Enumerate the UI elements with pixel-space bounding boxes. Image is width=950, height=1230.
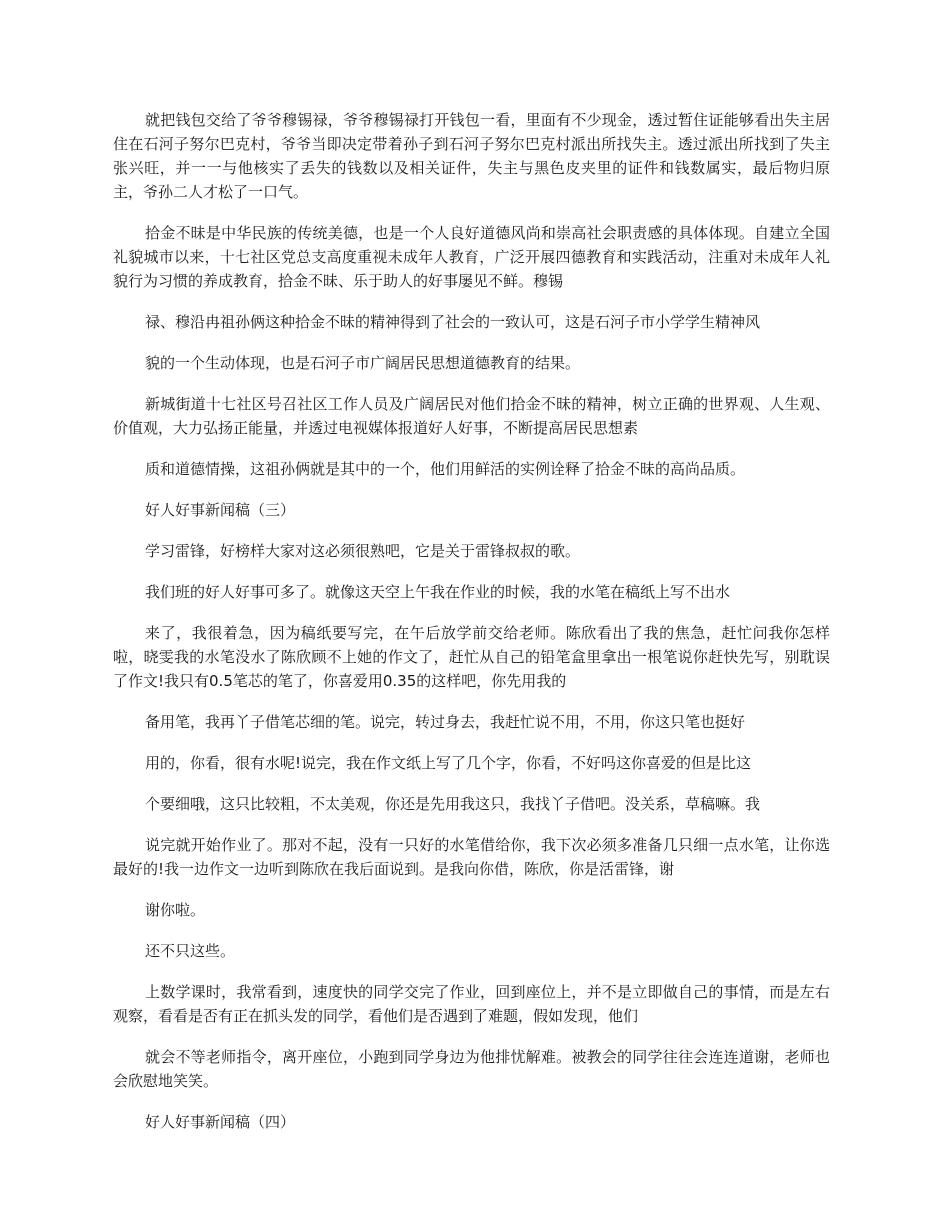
document-body — [113, 108, 830, 1151]
paragraph-recognition: 禄、穆沿冉祖孙俩这种拾金不昧的精神得到了社会的一致认可，这是石河子市小学学生精神风 — [145, 313, 761, 331]
paragraph-pen-story: 来了，我很着急，因为稿纸要写完，在午后放学前交给老师。陈欣看出了我的焦急，赶忙问我你怎样啦，晓雯我的水笔没水了陈欣顾不上她的作文了，赶忙从自己的铅笔盒里拿出一根笔说你赶快先写，别耽误了作文!我只有0.5笔芯的笔了，你喜爱用0.35的这样吧，你先用我的 — [113, 624, 830, 690]
paragraph-math-class: 上数学课时，我常看到，速度快的同学交完了作业，回到座位上，并不是立即做自己的事情，而是左右观察，看看是否有正在抓头发的同学，看他们是否遇到了难题，假如发现，他们 — [113, 983, 830, 1025]
paragraph-start-homework: 说完就开始作业了。那对不起，没有一只好的水笔借给你，我下次必须多准备几只细一点水笔，让你选最好的!我一边作文一边听到陈欣在我后面说到。是我向你借，陈欣，你是活雷锋，谢 — [113, 836, 830, 878]
paragraph-moral-quality: 质和道德情操，这祖孙俩就是其中的一个，他们用鲜活的实例诠释了拾金不昧的高尚品质。 — [145, 460, 746, 478]
paragraph-learn-leifeng: 学习雷锋，好榜样大家对这必须很熟吧，它是关于雷锋叔叔的歌。 — [145, 542, 581, 560]
paragraph-education-result: 貌的一个生动体现，也是石河子市广阔居民思想道德教育的结果。 — [145, 354, 581, 372]
paragraph-help-classmates: 就会不等老师指令，离开座位，小跑到同学身边为他排忧解难。被教会的同学往往会连连道谢，老师也会欣慰地笑笑。 — [113, 1048, 830, 1090]
paragraph-thanks: 谢你啦。 — [145, 901, 206, 919]
paragraph-more: 还不只这些。 — [145, 942, 236, 960]
section-heading-three: 好人好事新闻稿（三） — [145, 501, 296, 519]
paragraph-community-call: 新城街道十七社区号召社区工作人员及广阔居民对他们拾金不昧的精神，树立正确的世界观、人生观、价值观，大力弘扬正能量，并透过电视媒体报道好人好事，不断提高居民思想素 — [113, 395, 830, 437]
paragraph-spare-pen: 备用笔，我再丫子借笔芯细的笔。说完，转过身去，我赶忙说不用，不用，你这只笔也挺好 — [145, 713, 746, 731]
paragraph-has-ink: 用的，你看，很有水呢!说完，我在作文纸上写了几个字，你看，不好吗这你喜爱的但是比这 — [145, 754, 752, 772]
paragraph-class-deeds: 我们班的好人好事可多了。就像这天空上午我在作业的时候，我的水笔在稿纸上写不出水 — [145, 583, 731, 601]
paragraph-wallet-returned: 就把钱包交给了爷爷穆锡禄，爷爷穆锡禄打开钱包一看，里面有不少现金，透过暂住证能够看出失主居住在石河子努尔巴克村，爷爷当即决定带着孙子到石河子努尔巴克村派出所找失主。透过派出所找到了失主张兴旺，并一一与他核实了丢失的钱数以及相关证件，失主与黑色皮夹里的证件和钱数属实，最后物归原主，爷孙二人才松了一口气。 — [113, 111, 830, 201]
paragraph-thinner: 个要细哦，这只比较粗，不太美观，你还是先用我这只，我找丫子借吧。没关系，草稿嘛。我 — [145, 795, 761, 813]
paragraph-tradition: 拾金不昧是中华民族的传统美德，也是一个人良好道德风尚和崇高社会职责感的具体体现。自建立全国礼貌城市以来，十七社区党总支高度重视未成年人教育，广泛开展四德教育和实践活动，注重对未成年人礼貌行为习惯的养成教育，拾金不昧、乐于助人的好事屡见不鲜。穆锡 — [113, 224, 830, 290]
section-heading-four: 好人好事新闻稿（四） — [145, 1113, 296, 1131]
